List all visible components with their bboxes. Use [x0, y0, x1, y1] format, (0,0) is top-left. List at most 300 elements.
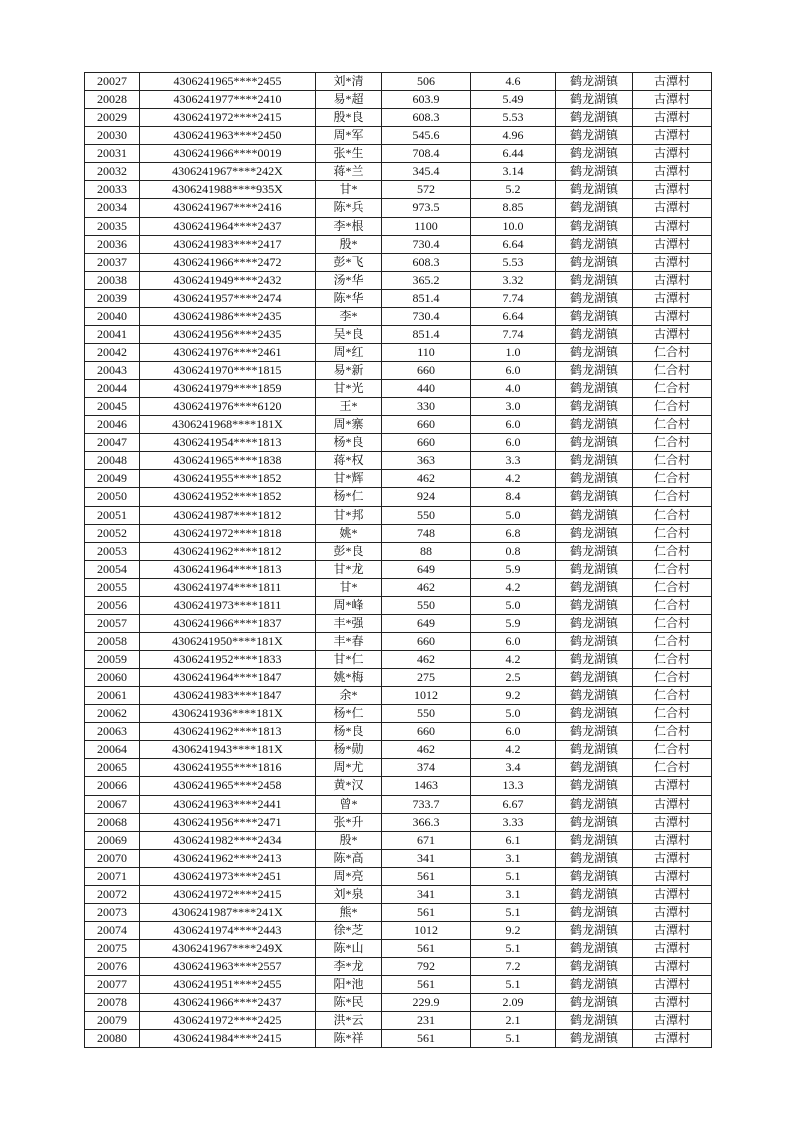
name-cell: 甘*辉 [316, 470, 382, 488]
amount-cell: 671 [382, 831, 471, 849]
name-cell: 徐*芝 [316, 921, 382, 939]
serial-number-cell: 20063 [85, 723, 140, 741]
amount-cell: 973.5 [382, 199, 471, 217]
serial-number-cell: 20070 [85, 849, 140, 867]
serial-number-cell: 20032 [85, 163, 140, 181]
serial-number-cell: 20044 [85, 380, 140, 398]
serial-number-cell: 20043 [85, 362, 140, 380]
name-cell: 周*军 [316, 127, 382, 145]
quantity-cell: 7.74 [471, 289, 556, 307]
town-cell: 鹤龙湖镇 [556, 885, 633, 903]
village-cell: 古潭村 [633, 940, 712, 958]
village-cell: 古潭村 [633, 109, 712, 127]
id-number-cell: 4306241951****2455 [140, 976, 316, 994]
amount-cell: 649 [382, 560, 471, 578]
town-cell: 鹤龙湖镇 [556, 199, 633, 217]
name-cell: 陈*山 [316, 940, 382, 958]
id-number-cell: 4306241972****2415 [140, 109, 316, 127]
village-cell: 仁合村 [633, 578, 712, 596]
village-cell: 仁合村 [633, 669, 712, 687]
table-row [85, 289, 712, 307]
serial-number-cell: 20066 [85, 777, 140, 795]
name-cell: 殷*良 [316, 109, 382, 127]
id-number-cell: 4306241966****2472 [140, 253, 316, 271]
amount-cell: 550 [382, 705, 471, 723]
amount-cell: 572 [382, 181, 471, 199]
serial-number-cell: 20068 [85, 813, 140, 831]
town-cell: 鹤龙湖镇 [556, 1012, 633, 1030]
id-number-cell: 4306241962****2413 [140, 849, 316, 867]
quantity-cell: 5.1 [471, 1030, 556, 1048]
amount-cell: 366.3 [382, 813, 471, 831]
name-cell: 周*寨 [316, 416, 382, 434]
name-cell: 李*龙 [316, 958, 382, 976]
id-number-cell: 4306241967****249X [140, 940, 316, 958]
amount-cell: 345.4 [382, 163, 471, 181]
town-cell: 鹤龙湖镇 [556, 578, 633, 596]
id-number-cell: 4306241974****2443 [140, 921, 316, 939]
amount-cell: 506 [382, 73, 471, 91]
serial-number-cell: 20033 [85, 181, 140, 199]
serial-number-cell: 20079 [85, 1012, 140, 1030]
id-number-cell: 4306241965****2458 [140, 777, 316, 795]
amount-cell: 341 [382, 885, 471, 903]
name-cell: 周*尤 [316, 759, 382, 777]
name-cell: 阳*池 [316, 976, 382, 994]
amount-cell: 88 [382, 542, 471, 560]
town-cell: 鹤龙湖镇 [556, 488, 633, 506]
id-number-cell: 4306241983****1847 [140, 687, 316, 705]
serial-number-cell: 20058 [85, 632, 140, 650]
quantity-cell: 4.6 [471, 73, 556, 91]
name-cell: 姚* [316, 524, 382, 542]
town-cell: 鹤龙湖镇 [556, 1030, 633, 1048]
town-cell: 鹤龙湖镇 [556, 705, 633, 723]
serial-number-cell: 20062 [85, 705, 140, 723]
serial-number-cell: 20031 [85, 145, 140, 163]
table-row [85, 795, 712, 813]
table-row [85, 488, 712, 506]
id-number-cell: 4306241965****2455 [140, 73, 316, 91]
name-cell: 姚*梅 [316, 669, 382, 687]
quantity-cell: 5.53 [471, 109, 556, 127]
village-cell: 古潭村 [633, 235, 712, 253]
amount-cell: 792 [382, 958, 471, 976]
village-cell: 古潭村 [633, 903, 712, 921]
village-cell: 仁合村 [633, 488, 712, 506]
serial-number-cell: 20065 [85, 759, 140, 777]
name-cell: 周*亮 [316, 867, 382, 885]
village-cell: 古潭村 [633, 994, 712, 1012]
town-cell: 鹤龙湖镇 [556, 903, 633, 921]
town-cell: 鹤龙湖镇 [556, 723, 633, 741]
id-number-cell: 4306241950****181X [140, 632, 316, 650]
town-cell: 鹤龙湖镇 [556, 867, 633, 885]
amount-cell: 275 [382, 669, 471, 687]
table-row [85, 163, 712, 181]
town-cell: 鹤龙湖镇 [556, 921, 633, 939]
amount-cell: 660 [382, 434, 471, 452]
village-cell: 古潭村 [633, 976, 712, 994]
village-cell: 古潭村 [633, 307, 712, 325]
amount-cell: 649 [382, 614, 471, 632]
table-row [85, 831, 712, 849]
amount-cell: 1012 [382, 687, 471, 705]
table-row [85, 91, 712, 109]
village-cell: 古潭村 [633, 958, 712, 976]
village-cell: 古潭村 [633, 217, 712, 235]
serial-number-cell: 20051 [85, 506, 140, 524]
quantity-cell: 13.3 [471, 777, 556, 795]
village-cell: 古潭村 [633, 289, 712, 307]
village-cell: 仁合村 [633, 651, 712, 669]
quantity-cell: 0.8 [471, 542, 556, 560]
amount-cell: 660 [382, 416, 471, 434]
name-cell: 周*红 [316, 343, 382, 361]
id-number-cell: 4306241968****181X [140, 416, 316, 434]
table-row [85, 723, 712, 741]
amount-cell: 440 [382, 380, 471, 398]
village-cell: 古潭村 [633, 867, 712, 885]
id-number-cell: 4306241967****242X [140, 163, 316, 181]
name-cell: 李*根 [316, 217, 382, 235]
quantity-cell: 5.0 [471, 596, 556, 614]
name-cell: 熊* [316, 903, 382, 921]
town-cell: 鹤龙湖镇 [556, 91, 633, 109]
id-number-cell: 4306241972****2425 [140, 1012, 316, 1030]
town-cell: 鹤龙湖镇 [556, 596, 633, 614]
town-cell: 鹤龙湖镇 [556, 271, 633, 289]
quantity-cell: 8.85 [471, 199, 556, 217]
name-cell: 刘*清 [316, 73, 382, 91]
name-cell: 陈*民 [316, 994, 382, 1012]
table-row [85, 759, 712, 777]
name-cell: 杨*勋 [316, 741, 382, 759]
town-cell: 鹤龙湖镇 [556, 470, 633, 488]
serial-number-cell: 20069 [85, 831, 140, 849]
village-cell: 仁合村 [633, 524, 712, 542]
id-number-cell: 4306241943****181X [140, 741, 316, 759]
serial-number-cell: 20029 [85, 109, 140, 127]
amount-cell: 608.3 [382, 253, 471, 271]
id-number-cell: 4306241976****2461 [140, 343, 316, 361]
name-cell: 余* [316, 687, 382, 705]
town-cell: 鹤龙湖镇 [556, 325, 633, 343]
quantity-cell: 3.33 [471, 813, 556, 831]
village-cell: 仁合村 [633, 452, 712, 470]
quantity-cell: 3.1 [471, 849, 556, 867]
town-cell: 鹤龙湖镇 [556, 416, 633, 434]
table-row [85, 470, 712, 488]
village-cell: 仁合村 [633, 343, 712, 361]
village-cell: 古潭村 [633, 813, 712, 831]
quantity-cell: 5.0 [471, 506, 556, 524]
quantity-cell: 5.2 [471, 181, 556, 199]
name-cell: 蒋*兰 [316, 163, 382, 181]
name-cell: 甘*仁 [316, 651, 382, 669]
serial-number-cell: 20060 [85, 669, 140, 687]
town-cell: 鹤龙湖镇 [556, 307, 633, 325]
quantity-cell: 9.2 [471, 921, 556, 939]
id-number-cell: 4306241972****2415 [140, 885, 316, 903]
serial-number-cell: 20053 [85, 542, 140, 560]
amount-cell: 660 [382, 632, 471, 650]
serial-number-cell: 20059 [85, 651, 140, 669]
name-cell: 丰*强 [316, 614, 382, 632]
serial-number-cell: 20075 [85, 940, 140, 958]
serial-number-cell: 20037 [85, 253, 140, 271]
quantity-cell: 5.1 [471, 976, 556, 994]
town-cell: 鹤龙湖镇 [556, 524, 633, 542]
amount-cell: 730.4 [382, 307, 471, 325]
name-cell: 彭*飞 [316, 253, 382, 271]
quantity-cell: 4.2 [471, 651, 556, 669]
village-cell: 仁合村 [633, 542, 712, 560]
amount-cell: 924 [382, 488, 471, 506]
quantity-cell: 5.53 [471, 253, 556, 271]
table-row [85, 362, 712, 380]
serial-number-cell: 20064 [85, 741, 140, 759]
quantity-cell: 6.0 [471, 362, 556, 380]
amount-cell: 1012 [382, 921, 471, 939]
table-body [85, 73, 712, 1048]
quantity-cell: 3.3 [471, 452, 556, 470]
table-row [85, 903, 712, 921]
village-cell: 仁合村 [633, 380, 712, 398]
town-cell: 鹤龙湖镇 [556, 777, 633, 795]
quantity-cell: 7.74 [471, 325, 556, 343]
serial-number-cell: 20067 [85, 795, 140, 813]
id-number-cell: 4306241967****2416 [140, 199, 316, 217]
amount-cell: 561 [382, 940, 471, 958]
table-row [85, 885, 712, 903]
table-row [85, 578, 712, 596]
serial-number-cell: 20030 [85, 127, 140, 145]
serial-number-cell: 20076 [85, 958, 140, 976]
table-row [85, 994, 712, 1012]
table-row [85, 452, 712, 470]
serial-number-cell: 20038 [85, 271, 140, 289]
town-cell: 鹤龙湖镇 [556, 831, 633, 849]
id-number-cell: 4306241987****1812 [140, 506, 316, 524]
name-cell: 周*峰 [316, 596, 382, 614]
quantity-cell: 10.0 [471, 217, 556, 235]
town-cell: 鹤龙湖镇 [556, 614, 633, 632]
village-cell: 古潭村 [633, 831, 712, 849]
name-cell: 甘*光 [316, 380, 382, 398]
quantity-cell: 9.2 [471, 687, 556, 705]
town-cell: 鹤龙湖镇 [556, 994, 633, 1012]
name-cell: 吴*良 [316, 325, 382, 343]
village-cell: 仁合村 [633, 614, 712, 632]
name-cell: 陈*兵 [316, 199, 382, 217]
village-cell: 古潭村 [633, 163, 712, 181]
table-row [85, 867, 712, 885]
quantity-cell: 2.09 [471, 994, 556, 1012]
quantity-cell: 5.9 [471, 560, 556, 578]
town-cell: 鹤龙湖镇 [556, 343, 633, 361]
name-cell: 甘* [316, 578, 382, 596]
id-number-cell: 4306241949****2432 [140, 271, 316, 289]
id-number-cell: 4306241963****2557 [140, 958, 316, 976]
table-row [85, 109, 712, 127]
serial-number-cell: 20027 [85, 73, 140, 91]
quantity-cell: 3.0 [471, 398, 556, 416]
table-row [85, 1012, 712, 1030]
quantity-cell: 6.64 [471, 235, 556, 253]
id-number-cell: 4306241955****1816 [140, 759, 316, 777]
table-row [85, 651, 712, 669]
table-row [85, 73, 712, 91]
village-cell: 古潭村 [633, 325, 712, 343]
town-cell: 鹤龙湖镇 [556, 560, 633, 578]
town-cell: 鹤龙湖镇 [556, 127, 633, 145]
quantity-cell: 8.4 [471, 488, 556, 506]
serial-number-cell: 20028 [85, 91, 140, 109]
serial-number-cell: 20041 [85, 325, 140, 343]
id-number-cell: 4306241977****2410 [140, 91, 316, 109]
table-row [85, 307, 712, 325]
id-number-cell: 4306241973****1811 [140, 596, 316, 614]
table-row [85, 958, 712, 976]
id-number-cell: 4306241964****1847 [140, 669, 316, 687]
town-cell: 鹤龙湖镇 [556, 940, 633, 958]
name-cell: 张*生 [316, 145, 382, 163]
serial-number-cell: 20045 [85, 398, 140, 416]
village-cell: 仁合村 [633, 362, 712, 380]
serial-number-cell: 20039 [85, 289, 140, 307]
id-number-cell: 4306241963****2450 [140, 127, 316, 145]
quantity-cell: 3.4 [471, 759, 556, 777]
id-number-cell: 4306241956****2435 [140, 325, 316, 343]
amount-cell: 462 [382, 470, 471, 488]
town-cell: 鹤龙湖镇 [556, 73, 633, 91]
quantity-cell: 3.14 [471, 163, 556, 181]
table-row [85, 560, 712, 578]
name-cell: 蒋*权 [316, 452, 382, 470]
village-cell: 古潭村 [633, 91, 712, 109]
town-cell: 鹤龙湖镇 [556, 976, 633, 994]
town-cell: 鹤龙湖镇 [556, 380, 633, 398]
serial-number-cell: 20055 [85, 578, 140, 596]
village-cell: 古潭村 [633, 73, 712, 91]
amount-cell: 365.2 [382, 271, 471, 289]
serial-number-cell: 20072 [85, 885, 140, 903]
village-cell: 古潭村 [633, 145, 712, 163]
quantity-cell: 3.32 [471, 271, 556, 289]
serial-number-cell: 20036 [85, 235, 140, 253]
table-row [85, 705, 712, 723]
serial-number-cell: 20056 [85, 596, 140, 614]
id-number-cell: 4306241952****1833 [140, 651, 316, 669]
quantity-cell: 6.0 [471, 632, 556, 650]
amount-cell: 550 [382, 596, 471, 614]
town-cell: 鹤龙湖镇 [556, 741, 633, 759]
id-number-cell: 4306241957****2474 [140, 289, 316, 307]
town-cell: 鹤龙湖镇 [556, 181, 633, 199]
quantity-cell: 4.2 [471, 741, 556, 759]
table-row [85, 524, 712, 542]
town-cell: 鹤龙湖镇 [556, 632, 633, 650]
quantity-cell: 6.0 [471, 434, 556, 452]
table-row [85, 614, 712, 632]
id-number-cell: 4306241972****1818 [140, 524, 316, 542]
amount-cell: 748 [382, 524, 471, 542]
serial-number-cell: 20040 [85, 307, 140, 325]
amount-cell: 229.9 [382, 994, 471, 1012]
quantity-cell: 7.2 [471, 958, 556, 976]
serial-number-cell: 20080 [85, 1030, 140, 1048]
serial-number-cell: 20073 [85, 903, 140, 921]
village-cell: 古潭村 [633, 199, 712, 217]
name-cell: 陈*华 [316, 289, 382, 307]
town-cell: 鹤龙湖镇 [556, 109, 633, 127]
village-cell: 古潭村 [633, 921, 712, 939]
amount-cell: 608.3 [382, 109, 471, 127]
table-row [85, 398, 712, 416]
table-row [85, 380, 712, 398]
town-cell: 鹤龙湖镇 [556, 958, 633, 976]
serial-number-cell: 20054 [85, 560, 140, 578]
name-cell: 杨*仁 [316, 705, 382, 723]
village-cell: 仁合村 [633, 596, 712, 614]
id-number-cell: 4306241964****1813 [140, 560, 316, 578]
quantity-cell: 6.1 [471, 831, 556, 849]
amount-cell: 561 [382, 976, 471, 994]
table-row [85, 217, 712, 235]
village-cell: 仁合村 [633, 398, 712, 416]
village-cell: 仁合村 [633, 416, 712, 434]
town-cell: 鹤龙湖镇 [556, 217, 633, 235]
id-number-cell: 4306241973****2451 [140, 867, 316, 885]
id-number-cell: 4306241952****1852 [140, 488, 316, 506]
id-number-cell: 4306241966****0019 [140, 145, 316, 163]
table-row [85, 813, 712, 831]
village-cell: 古潭村 [633, 127, 712, 145]
village-cell: 仁合村 [633, 687, 712, 705]
name-cell: 张*升 [316, 813, 382, 831]
name-cell: 王* [316, 398, 382, 416]
amount-cell: 733.7 [382, 795, 471, 813]
amount-cell: 545.6 [382, 127, 471, 145]
id-number-cell: 4306241966****1837 [140, 614, 316, 632]
name-cell: 杨*仁 [316, 488, 382, 506]
serial-number-cell: 20046 [85, 416, 140, 434]
name-cell: 曾* [316, 795, 382, 813]
quantity-cell: 2.1 [471, 1012, 556, 1030]
name-cell: 甘* [316, 181, 382, 199]
name-cell: 黄*汉 [316, 777, 382, 795]
serial-number-cell: 20077 [85, 976, 140, 994]
id-number-cell: 4306241984****2415 [140, 1030, 316, 1048]
name-cell: 陈*高 [316, 849, 382, 867]
amount-cell: 550 [382, 506, 471, 524]
serial-number-cell: 20078 [85, 994, 140, 1012]
quantity-cell: 6.67 [471, 795, 556, 813]
id-number-cell: 4306241965****1838 [140, 452, 316, 470]
quantity-cell: 5.0 [471, 705, 556, 723]
serial-number-cell: 20034 [85, 199, 140, 217]
village-cell: 古潭村 [633, 271, 712, 289]
quantity-cell: 2.5 [471, 669, 556, 687]
table-row [85, 181, 712, 199]
serial-number-cell: 20052 [85, 524, 140, 542]
serial-number-cell: 20061 [85, 687, 140, 705]
quantity-cell: 5.1 [471, 903, 556, 921]
village-cell: 仁合村 [633, 759, 712, 777]
amount-cell: 110 [382, 343, 471, 361]
town-cell: 鹤龙湖镇 [556, 145, 633, 163]
